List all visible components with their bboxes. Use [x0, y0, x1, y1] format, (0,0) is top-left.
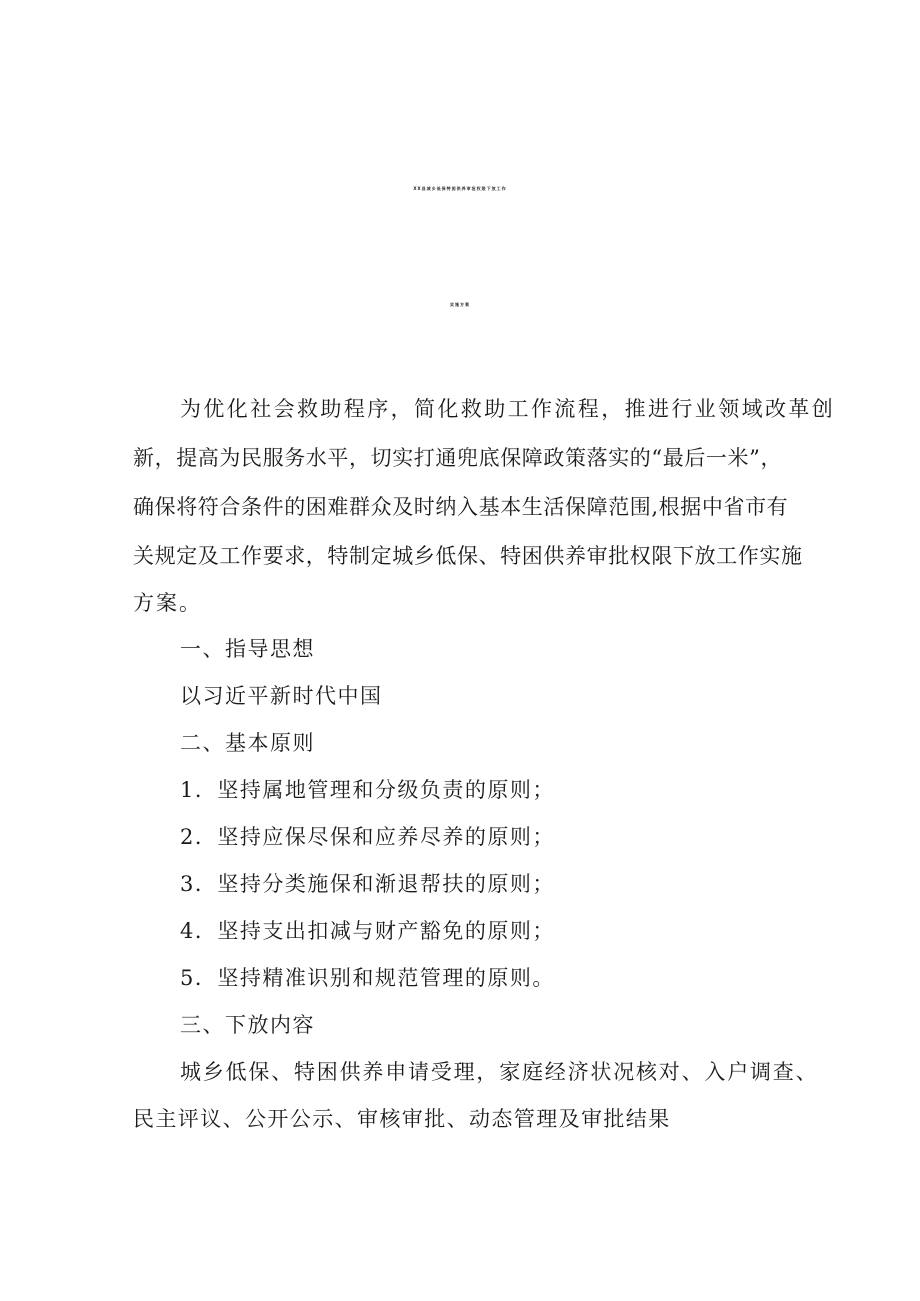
intro-paragraph-line: 确保将符合条件的困难群众及时纳入基本生活保障范围,根据中省市有 [133, 495, 789, 519]
intro-paragraph-line: 方案。 [133, 591, 202, 615]
principle-item: 4．坚持支出扣减与财产豁免的原则； [180, 919, 555, 943]
section-heading: 一、指导思想 [180, 637, 315, 661]
section-text: 城乡低保、特困供养申请受理，家庭经济状况核对、入户调查、 [180, 1060, 819, 1084]
section-text: 民主评议、公开公示、审核审批、动态管理及审批结果 [133, 1107, 671, 1131]
document-title-line-1: XX县城乡低保特困供养审批权限下放工作 [413, 186, 507, 191]
principle-item: 2．坚持应保尽保和应养尽养的原则； [180, 825, 555, 849]
section-text: 以习近平新时代中国 [180, 684, 383, 708]
intro-paragraph-line: 关规定及工作要求，特制定城乡低保、特困供养审批权限下放工作实施 [133, 544, 803, 568]
section-heading: 二、基本原则 [180, 731, 315, 755]
document-title-line-2: 实施方案 [450, 302, 470, 307]
intro-paragraph-line: 新，提高为民服务水平，切实打通兜底保障政策落实的“最后一米”， [133, 446, 783, 470]
intro-paragraph-line: 为优化社会救助程序，简化救助工作流程，推进行业领域改革创 [180, 397, 836, 421]
principle-item: 3．坚持分类施保和渐退帮扶的原则； [180, 872, 555, 896]
principle-item: 5．坚持精准识别和规范管理的原则。 [180, 966, 555, 990]
principle-item: 1．坚持属地管理和分级负责的原则； [180, 778, 555, 802]
section-heading: 三、下放内容 [180, 1013, 315, 1037]
